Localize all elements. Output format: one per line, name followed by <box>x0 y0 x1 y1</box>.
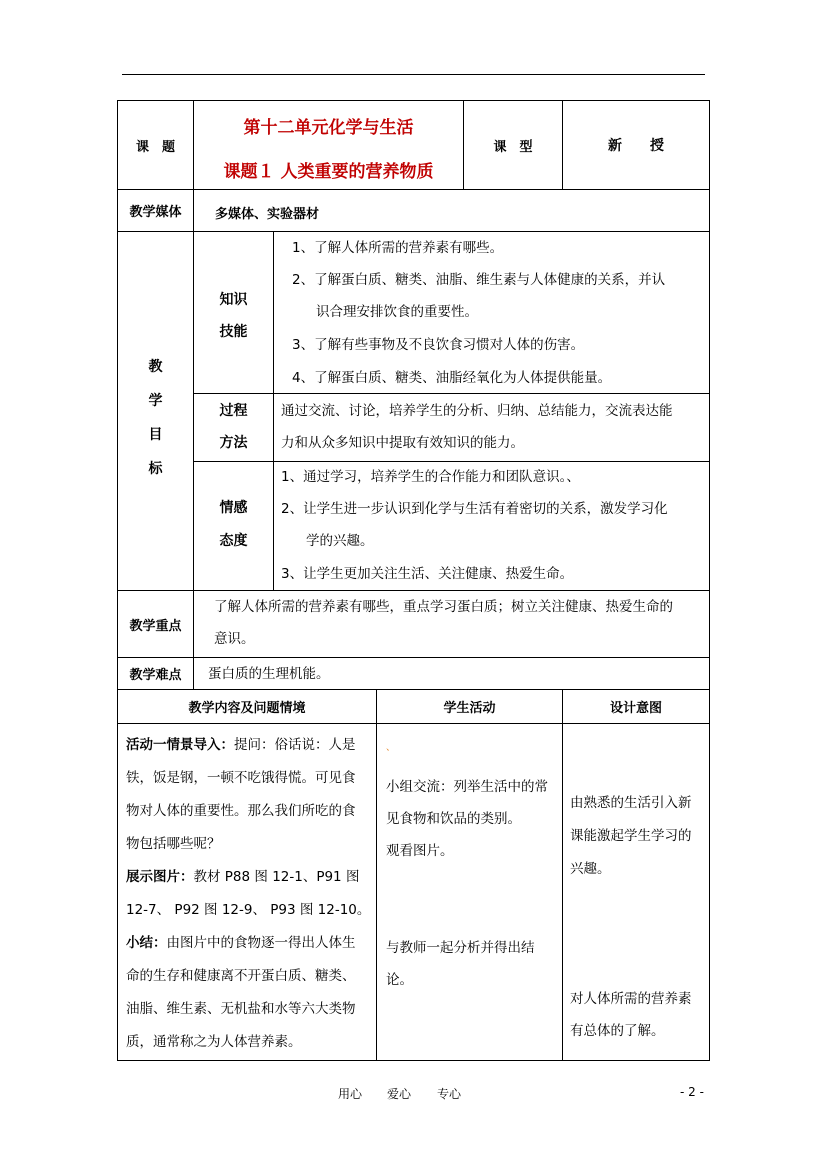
pictures-line: 12-7、 P92 图 12-9、 P93 图 12-10。 <box>126 902 371 918</box>
emotion-item: 1、通过学习，培养学生的合作能力和团队意识。、 <box>281 469 580 485</box>
key-points-label: 教学重点 <box>129 618 182 634</box>
course-label: 课 题 <box>135 139 175 155</box>
objectives-label-char: 目 <box>148 427 163 443</box>
student-line: 见食物和饮品的类别。 <box>386 811 521 827</box>
design-line: 由熟悉的生活引入新 <box>570 795 692 811</box>
objectives-label-char: 教 <box>148 359 163 375</box>
knowledge-item: 4、了解蛋白质、糖类、油脂经氧化为人体提供能量。 <box>292 370 612 386</box>
emotion-item: 学的兴趣。 <box>306 533 374 549</box>
process-label-line: 方法 <box>219 435 248 451</box>
summary-line <box>126 927 356 959</box>
summary-label: 小结： <box>126 935 167 951</box>
summary-line: 命的生存和健康离不开蛋白质、糖类、 <box>126 968 356 984</box>
knowledge-item: 3、了解有些事物及不良饮食习惯对人体的伤害。 <box>292 337 585 353</box>
activity1-text: 提问：俗话说：人是 <box>234 737 356 753</box>
activity1-label: 活动一情景导入： <box>126 737 234 753</box>
activity1-line: 物对人体的重要性。那么我们所吃的食 <box>126 803 356 819</box>
header-rule <box>122 74 705 75</box>
footer-motto-2: 爱心 <box>387 1087 412 1101</box>
footer-motto-1: 用心 <box>338 1087 363 1101</box>
media-label: 教学媒体 <box>129 205 182 220</box>
design-line: 对人体所需的营养素 <box>570 991 692 1007</box>
type-value: 新 授 <box>608 138 664 154</box>
orange-dot: 、 <box>386 743 396 753</box>
summary-line: 油脂、维生素、无机盐和水等六大类物 <box>126 1001 356 1017</box>
pictures-line <box>126 861 359 893</box>
emotion-item: 3、让学生更加关注生活、关注健康、热爱生命。 <box>281 566 574 582</box>
activity1-line: 物包括哪些呢？ <box>126 836 221 852</box>
student-line: 观看图片。 <box>386 843 454 859</box>
knowledge-item: 识合理安排饮食的重要性。 <box>316 304 478 320</box>
page-number: - 2 - <box>680 1085 704 1099</box>
pictures-text: 教材 P88 图 12-1、P91 图 <box>193 869 360 885</box>
knowledge-item: 2、了解蛋白质、糖类、油脂、维生素与人体健康的关系，并认 <box>292 272 666 288</box>
objectives-label-char: 学 <box>148 393 163 409</box>
type-label: 课 型 <box>493 139 533 155</box>
objectives-label-char: 标 <box>148 461 163 477</box>
column-content-header: 教学内容及问题情境 <box>188 701 306 716</box>
pictures-label: 展示图片： <box>126 869 194 885</box>
process-line: 通过交流、讨论，培养学生的分析、归纳、总结能力，交流表达能 <box>281 403 673 419</box>
emotion-label <box>194 492 273 558</box>
knowledge-label <box>194 284 273 348</box>
key-points-line: 了解人体所需的营养素有哪些，重点学习蛋白质；树立关注健康、热爱生命的 <box>214 599 673 615</box>
summary-line: 质，通常称之为人体营养素。 <box>126 1034 302 1050</box>
key-points-line: 意识。 <box>214 631 255 647</box>
student-line: 与教师一起分析并得出结 <box>386 940 535 956</box>
unit-title: 第十二单元化学与生活 <box>243 118 414 138</box>
difficulty-value: 蛋白质的生理机能。 <box>208 666 330 682</box>
lesson-title: 课题１ 人类重要的营养物质 <box>223 162 434 182</box>
process-line: 力和从众多知识中提取有效知识的能力。 <box>281 435 524 451</box>
activity1-line <box>126 729 356 761</box>
column-student-header: 学生活动 <box>443 701 496 716</box>
column-design-header: 设计意图 <box>609 701 662 716</box>
knowledge-label-line: 知识 <box>219 292 248 308</box>
summary-text: 由图片中的食物逐一得出人体生 <box>166 935 356 951</box>
design-line: 有总体的了解。 <box>570 1023 665 1039</box>
knowledge-item: 1、了解人体所需的营养素有哪些。 <box>292 240 504 256</box>
objectives-label <box>118 350 193 486</box>
difficulty-label: 教学难点 <box>129 668 182 683</box>
footer-motto-3: 专心 <box>437 1087 462 1101</box>
emotion-label-line: 情感 <box>219 500 248 516</box>
emotion-label-line: 态度 <box>219 533 248 549</box>
process-label <box>194 395 273 459</box>
student-line: 小组交流：列举生活中的常 <box>386 779 548 795</box>
emotion-item: 2、让学生进一步认识到化学与生活有着密切的关系，激发学习化 <box>281 501 668 517</box>
design-line: 课能激起学生学习的 <box>570 828 692 844</box>
process-label-line: 过程 <box>219 403 248 419</box>
media-value: 多媒体、实验器材 <box>215 207 320 222</box>
knowledge-label-line: 技能 <box>219 324 248 340</box>
activity1-line: 铁，饭是钢，一顿不吃饿得慌。可见食 <box>126 770 356 786</box>
design-line: 兴趣。 <box>570 861 611 877</box>
student-line: 论。 <box>386 972 413 988</box>
